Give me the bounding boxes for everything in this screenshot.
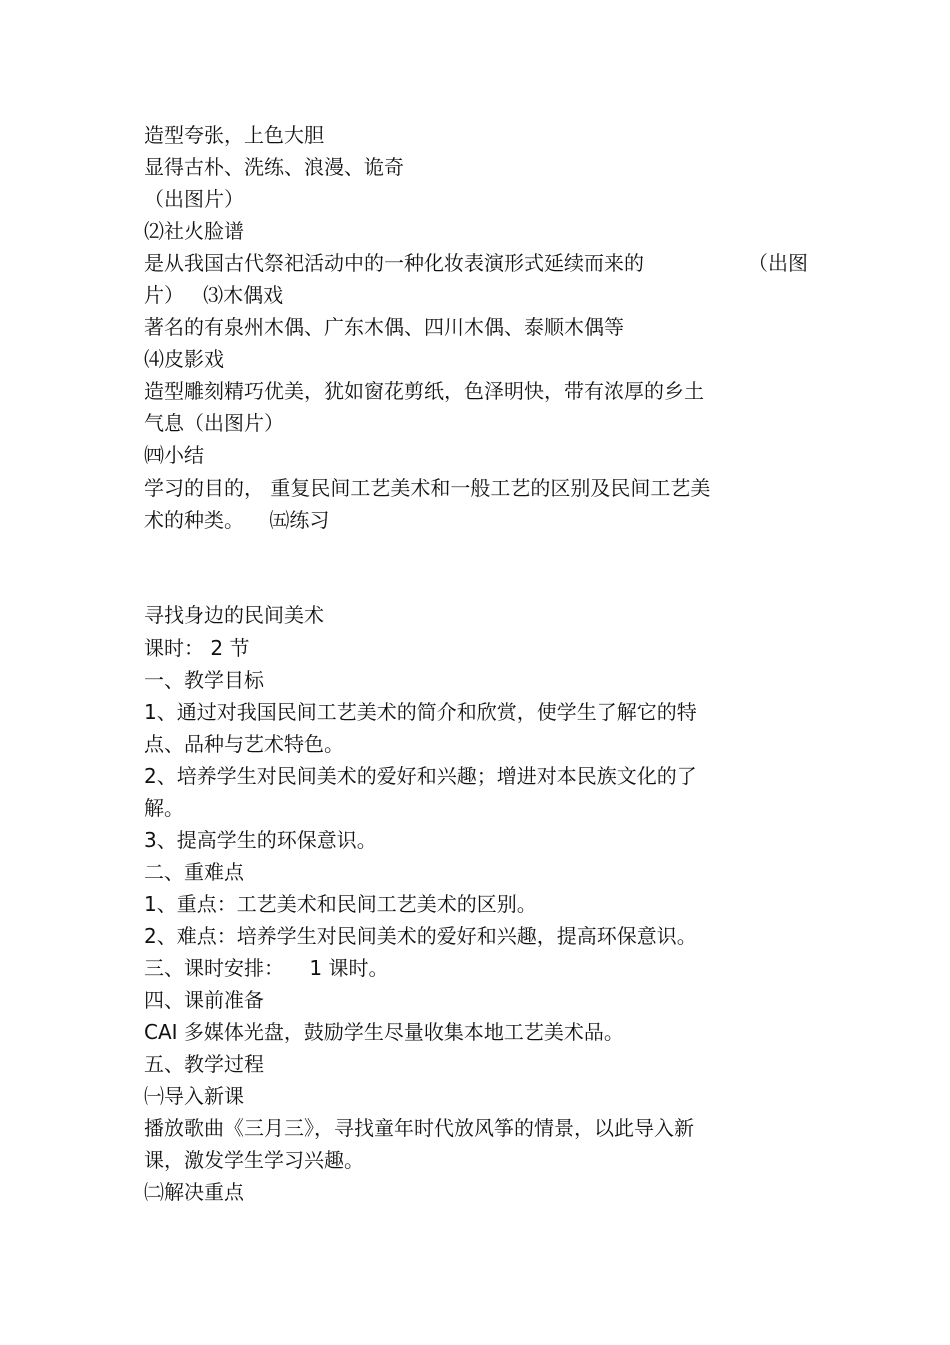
text-line: 片） ⑶木偶戏 xyxy=(144,283,284,307)
text-line: 术的种类。 ㈤练习 xyxy=(144,508,330,532)
text-line: 是从我国古代祭祀活动中的一种化妆表演形式延续而来的 xyxy=(144,251,644,275)
text-line: 课，激发学生学习兴趣。 xyxy=(144,1148,364,1172)
section-title: 寻找身边的民间美术 xyxy=(144,603,324,627)
text-line: ⑷皮影戏 xyxy=(144,347,224,371)
text-line: 四、课前准备 xyxy=(144,988,264,1012)
text-line: ㈣小结 xyxy=(144,443,204,467)
text-line: 显得古朴、洗练、浪漫、诡奇 xyxy=(144,155,404,179)
text-line: 点、品种与艺术特色。 xyxy=(144,732,344,756)
text-line: 播放歌曲《三月三》，寻找童年时代放风筝的情景，以此导入新 xyxy=(144,1116,694,1140)
text-line: 1、通过对我国民间工艺美术的简介和欣赏，使学生了解它的特 xyxy=(144,700,697,724)
text-line: 二、重难点 xyxy=(144,860,244,884)
text-line: 造型雕刻精巧优美，犹如窗花剪纸，色泽明快，带有浓厚的乡土 xyxy=(144,379,704,403)
text-line: 五、教学过程 xyxy=(144,1052,264,1076)
text-line: （出图片） xyxy=(144,187,244,211)
text-line: ㈠导入新课 xyxy=(144,1084,244,1108)
image-note: （出图 xyxy=(748,251,808,275)
text-line: 2、难点：培养学生对民间美术的爱好和兴趣，提高环保意识。 xyxy=(144,924,697,948)
text-line: 3、提高学生的环保意识。 xyxy=(144,828,377,852)
text-line: 2、培养学生对民间美术的爱好和兴趣；增进对本民族文化的了 xyxy=(144,764,697,788)
text-line: 著名的有泉州木偶、广东木偶、四川木偶、泰顺木偶等 xyxy=(144,315,624,339)
text-line: 气息（出图片） xyxy=(144,411,284,435)
text-line: CAI 多媒体光盘，鼓励学生尽量收集本地工艺美术品。 xyxy=(144,1020,624,1044)
text-line: 造型夸张，上色大胆 xyxy=(144,123,324,147)
text-line: 解。 xyxy=(144,796,184,820)
text-line: ㈡解决重点 xyxy=(144,1180,244,1204)
text-line: ⑵社火脸谱 xyxy=(144,219,244,243)
text-line: 学习的目的， 重复民间工艺美术和一般工艺的区别及民间工艺美 xyxy=(144,476,711,500)
text-line: 一、教学目标 xyxy=(144,668,264,692)
text-line: 三、课时安排： 1 课时。 xyxy=(144,956,389,980)
text-line: 1、重点：工艺美术和民间工艺美术的区别。 xyxy=(144,892,537,916)
text-line: 课时： 2 节 xyxy=(144,636,250,660)
